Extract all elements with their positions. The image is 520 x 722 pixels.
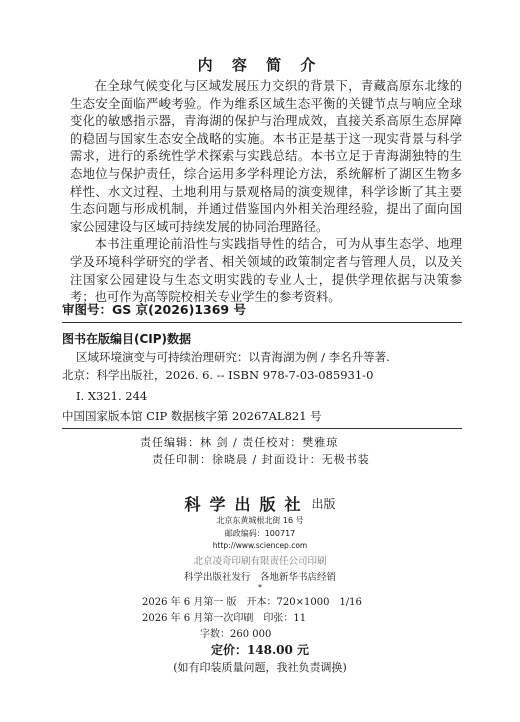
cip-heading: 图书在版编目(CIP)数据 xyxy=(62,332,192,346)
quality-notice: (如有印装质量问题，我社负责调换) xyxy=(173,661,347,674)
production-credits: 责任印制：徐晓晨 / 封面设计：无极书装 xyxy=(152,453,370,466)
publisher-suffix: 出版 xyxy=(311,497,336,511)
publisher-postcode: 邮政编码：100717 xyxy=(224,529,296,538)
page-title: 内 容 简 介 xyxy=(197,56,323,74)
publisher-address: 北京东黄城根北街 16 号 xyxy=(216,516,304,525)
divider xyxy=(62,322,462,323)
word-count: 字数：260 000 xyxy=(200,629,272,640)
edition-line: 2026 年 6 月第一 版 开本：720×1000 1/16 xyxy=(142,597,362,608)
editor-credits: 责任编辑：林 剑 / 责任校对：樊雅琼 xyxy=(140,436,339,449)
summary-text xyxy=(70,78,462,307)
summary-paragraph: 在全球气候变化与区域发展压力交织的背景下，青藏高原东北缘的生态安全面临严峻考验。作为维系区域生态平衡的关键节点与响应全球变化的敏感指示器，青海湖的保护与治理成效，直接关系高原生态屏障的稳固与国家生态安全战略的实施。本书正是基于这一现实背景与科学需求，进行的系统性学术探索与实践总结。本书立足于青海湖独特的生态地位与保护责任，综合运用多学科理论方法，系统解析了湖区生物多样性、水文过程、土地利用与景观格局的演变规律，科学诊断了其主要生态问题与形成机制，并通过借鉴国内外相关治理经验，提出了面向国家公园建设与区域可持续发展的协同治理路径。 xyxy=(70,79,462,234)
printing-line: 2026 年 6 月第一次印刷 印张：11 xyxy=(142,613,307,624)
summary-paragraph: 本书注重理论前沿性与实践指导性的结合，可为从事生态学、地理学及环境科学研究的学者、相关领域的政策制定者与管理人员，以及关注国家公园建设与生态文明实践的专业人士，提供学理依据与决策参考；也可作为高等院校相关专业学生的参考资料。 xyxy=(70,237,462,305)
map-review-number: 审图号：GS 京(2026)1369 号 xyxy=(62,302,246,317)
publisher-website: http://www.sciencep.com xyxy=(212,541,308,550)
publisher-line xyxy=(0,492,520,515)
publisher-logo: 科学出版社 xyxy=(184,495,310,514)
price: 定价：148.00 元 xyxy=(210,643,310,657)
separator-star: * xyxy=(258,583,262,592)
divider xyxy=(62,428,462,429)
cip-classification: Ⅰ. X321. 244 xyxy=(76,389,148,403)
distribution-line: 科学出版社发行 各地新华书店经销 xyxy=(183,572,336,583)
cip-title-line: 区域环境演变与可持续治理研究：以青海湖为例 / 李名升等著. xyxy=(76,350,390,364)
cip-record-number: 中国国家版本馆 CIP 数据核字第 20267AL821 号 xyxy=(62,409,322,423)
printer-name: 北京凌奇印刷有限责任公司印刷 xyxy=(193,556,327,567)
cip-publication-line: 北京：科学出版社，2026. 6. -- ISBN 978-7-03-085931-0 xyxy=(62,368,374,382)
